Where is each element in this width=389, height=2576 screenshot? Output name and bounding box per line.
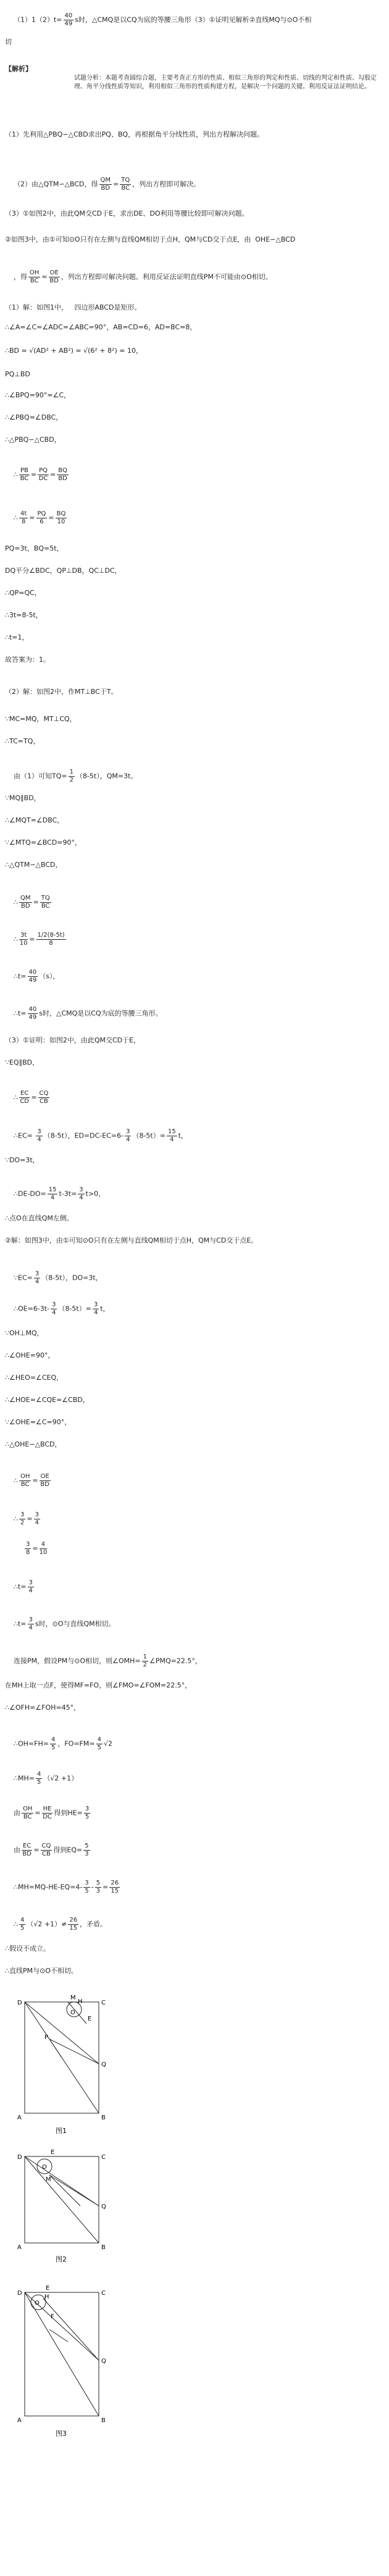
step-line: ∴t= $\frac{3}{4}$ s时，⊙O与直线QM相切。 <box>14 1616 115 1631</box>
point-label-h: H <box>44 2294 49 2300</box>
point-label-h: H <box>78 1998 83 2005</box>
step-line: ∴t= $\frac{3}{4}$ <box>14 1579 33 1594</box>
answer-line-tail: 切 <box>5 38 12 46</box>
point-label-q: Q <box>101 2358 106 2365</box>
point-label-a: A <box>17 2417 22 2424</box>
step-line: ，得 $\frac{OH}{BC}$ = $\frac{OE}{BD}$ ，列出方程即可解决问题。利用反证法证明直线PM不可能由⊙O相切。 <box>14 269 272 284</box>
point-label-a: A <box>17 2114 22 2121</box>
step-line: DQ平分∠BDC，QP⊥DB，QC⊥DC， <box>5 567 122 575</box>
step-line: ∴∠A=∠C=∠ADC=∠ABC=90°，AB=CD=6，AD=BC=8， <box>5 323 197 331</box>
step-line: ∴t= $\frac{40}{49}$ （s）， <box>14 969 60 984</box>
point-label-a: A <box>17 2244 22 2251</box>
point-label-d: D <box>17 2000 22 2006</box>
step-line: ∵OH⊥MQ， <box>5 1329 44 1337</box>
step-line: ∵∠MTQ=∠BCD=90°， <box>5 838 82 847</box>
point-label-e: E <box>88 2016 92 2022</box>
step-line: ∴∠HEO=∠CEQ， <box>5 1374 64 1382</box>
point-label-d: D <box>17 2154 22 2161</box>
point-label-b: B <box>101 2114 106 2121</box>
point-label-c: C <box>101 2154 106 2161</box>
step-line: ∴ $\frac{4t}{8}$ = $\frac{PQ}{6}$ = $\frac{BQ}{10}$ <box>14 510 66 525</box>
step-line: （3）①如图2中，由此QM交CD于E，求出DE、DO利用等腰比较即可解决问题。 <box>5 209 249 217</box>
point-label-b: B <box>101 2417 106 2424</box>
figure-1-caption: 图1 <box>56 2127 67 2135</box>
step-line: ∴EC= $\frac{3}{4}$ （8-5t），ED=DC-EC=6- $\frac{3}{4}$ （8-5t）= $\frac{15}{4}$ t， <box>14 1128 188 1143</box>
step-line: 连接PM，假设PM与⊙O相切，则∠OMH= $\frac{1}{2}$ ∠PMQ=22.5°， <box>14 1653 202 1668</box>
step-line: ∴直线PM与⊙O不相切。 <box>5 1967 78 1975</box>
step-line: PQ=3t，BQ=5t， <box>5 544 64 552</box>
point-label-m: M <box>70 1995 76 2001</box>
step-line: ∴t=1， <box>5 633 29 641</box>
step-line: （3）①证明：如图2中，由此QM交CD于E， <box>5 1036 141 1044</box>
step-line: ∴△OHE∽△BCD， <box>5 1440 62 1448</box>
step-line: ∴MH= $\frac{4}{5}$ （√2 +1） <box>14 1771 78 1786</box>
step-line: ∵EC= $\frac{3}{4}$ （8-5t），DO=3t， <box>14 1270 102 1285</box>
step-line: ∴BD = √(AD² + AB²) = √(6² + 8²) = 10， <box>5 347 143 355</box>
step-line: ∵EQ∥BD， <box>5 1058 40 1066</box>
figure-2 <box>6 2144 117 2268</box>
step-line: ∴t= $\frac{40}{49}$ s时，△CMQ是以CQ为底的等腰三角形。 <box>14 1006 162 1021</box>
step-line: ∴ $\frac{PB}{BC}$ = $\frac{PQ}{DC}$ = $\frac{BQ}{BD}$ <box>14 467 67 482</box>
point-label-f: F <box>51 2313 54 2320</box>
point-label-o: O <box>70 2009 75 2016</box>
step-line: ∴∠OHE=90°， <box>5 1351 55 1359</box>
point-label-q: Q <box>101 2061 106 2068</box>
point-label-e: E <box>51 2149 55 2156</box>
step-line: （2）由△QTM∽△BCD，得 $\frac{QM}{BD}$ = $\frac{TQ}{BC}$ ，列出方程即可解决。 <box>14 177 201 192</box>
point-label-o: O <box>42 2164 47 2171</box>
step-line: ∴OE=6-3t- $\frac{3}{4}$ （8-5t）= $\frac{3}{4}$ t， <box>14 1301 110 1316</box>
step-line: ∴点O在直线QM左侧。 <box>5 1214 73 1222</box>
step-line: ∴ $\frac{3t}{10}$ = $\frac{1/2(8-5t)}{8}$ <box>14 932 65 947</box>
step-line: ∴ $\frac{EC}{CD}$ = $\frac{CQ}{CB}$ <box>14 1090 49 1105</box>
step-line: ∴∠PBQ=∠DBC， <box>5 413 63 421</box>
step-line: ∵DO=3t， <box>5 1156 40 1164</box>
step-line: ∴OH=FH= $\frac{4}{5}$ ，FO=FM= $\frac{4}{5}$ √2 <box>14 1736 112 1751</box>
point-label-e: E <box>46 2285 50 2292</box>
step-line: ∴∠OFH=∠FOH=45°， <box>5 1704 81 1712</box>
analysis-text: 试题分析：本题考查圆综合题，主要考查正方形的性质、相似三角形的判定和性质、切线的判定和性质、勾股定理、角平分线性质等知识，利用相似三角形的性质构建方程，是解决一个问题的关键。利用反证法证明结论。 <box>74 75 377 90</box>
point-label-c: C <box>101 2290 106 2297</box>
step-line: 由 $\frac{EC}{BD}$ = $\frac{CQ}{CB}$ 得到EQ= $\frac{5}{3}$ <box>14 1843 89 1857</box>
step-line: ∴∠MQT=∠DBC， <box>5 816 64 824</box>
step-line: ∵∠OHE=∠C=90°， <box>5 1418 72 1426</box>
point-label-c: C <box>101 2000 106 2006</box>
step-line: PQ⊥BD <box>5 370 30 378</box>
step-line: ∴3t=8-5t， <box>5 611 43 619</box>
step-line: ∴△PBQ∽△CBD， <box>5 436 61 444</box>
step-line: ∴假设不成立。 <box>5 1945 50 1953</box>
step-line: （1）先利用△PBQ∽△CBD求出PQ、BQ，再根据角平分线性质，列出方程解决问题。 <box>5 130 264 138</box>
step-line: ∴QP=QC， <box>5 589 41 597</box>
step-line: （2）解：如图2中，作MT⊥BC于T。 <box>5 688 118 696</box>
step-line: ∴ $\frac{OH}{BC}$ = $\frac{OE}{BD}$ <box>14 1473 49 1488</box>
figure-2-caption: 图2 <box>56 2255 67 2263</box>
figure-1 <box>6 1990 117 2138</box>
point-label-q: Q <box>101 2203 106 2210</box>
step-line: 在MH上取一点F，使得MF=FO，则∠FMO=∠FOM=22.5°， <box>5 1681 192 1689</box>
step-line: ∴ $\frac{QM}{BD}$ = $\frac{TQ}{BC}$ <box>14 895 50 910</box>
step-line: ∴ $\frac{3}{2}$ = $\frac{3}{4}$ <box>14 1511 39 1526</box>
step-line: ∴△QTM∽△BCD， <box>5 861 62 869</box>
step-line: ∴DE-DO= $\frac{15}{4}$ t-3t= $\frac{3}{4}$ t>0， <box>14 1186 106 1201</box>
point-label-b: B <box>101 2244 106 2251</box>
point-label-d: D <box>17 2290 22 2297</box>
step-line: ②解：如图3中，由①可知⊙O只有在左侧与直线QM相切于点H，QM与CD交于点E。 <box>5 1236 258 1244</box>
step-line: ∴MH=MQ-HE-EQ=4- $\frac{3}{5}$ - $\frac{5}{3}$ = $\frac{26}{15}$ <box>14 1880 119 1894</box>
step-line: ②如图3中，由①可知⊙O只有在左侧与直线QM相切于点H，QM与CD交于点E，由 OHE∽△BCD <box>5 235 296 243</box>
step-line: ∴TC=TQ， <box>5 737 40 745</box>
point-label-m: M <box>46 2176 51 2183</box>
figure-3-caption: 图3 <box>56 2430 67 2438</box>
step-line: ∴∠BPQ=90°=∠C， <box>5 391 71 399</box>
point-label-o: O <box>35 2300 40 2307</box>
point-label-p: P <box>44 2034 49 2041</box>
figure-3 <box>6 2280 117 2441</box>
step-line: ∴∠HOE=∠CQE=∠CBD， <box>5 1396 90 1404</box>
step-line: ∵MC=MQ，MT⊥CQ， <box>5 715 77 723</box>
step-line: 由（1）可知TQ= $\frac{1}{2}$ （8-5t），QM=3t。 <box>14 769 138 783</box>
step-line: $\frac{3}{8}$ = $\frac{4}{10}$ <box>26 1541 48 1556</box>
section-heading: 【解析】 <box>5 65 32 73</box>
step-line: ∴ $\frac{4}{5}$ （√2 +1）≠ $\frac{26}{15}$ ，矛盾。 <box>14 1917 107 1932</box>
step-line: 由 $\frac{OH}{BC}$ = $\frac{HE}{DC}$ 得到HE= $\frac{3}{5}$ <box>14 1805 90 1820</box>
answer-line: （1）1（2）t= $\frac{40}{49}$ s时，△CMQ是以CQ为底的等腰三角形（3）①证明见解析②直线MQ与⊙O不相 <box>14 12 312 27</box>
step-line: 故答案为：1。 <box>5 656 50 664</box>
step-line: （1）解：如图1中， 四边形ABCD是矩形。 <box>5 303 141 311</box>
step-line: ∵MQ∥BD， <box>5 794 41 802</box>
